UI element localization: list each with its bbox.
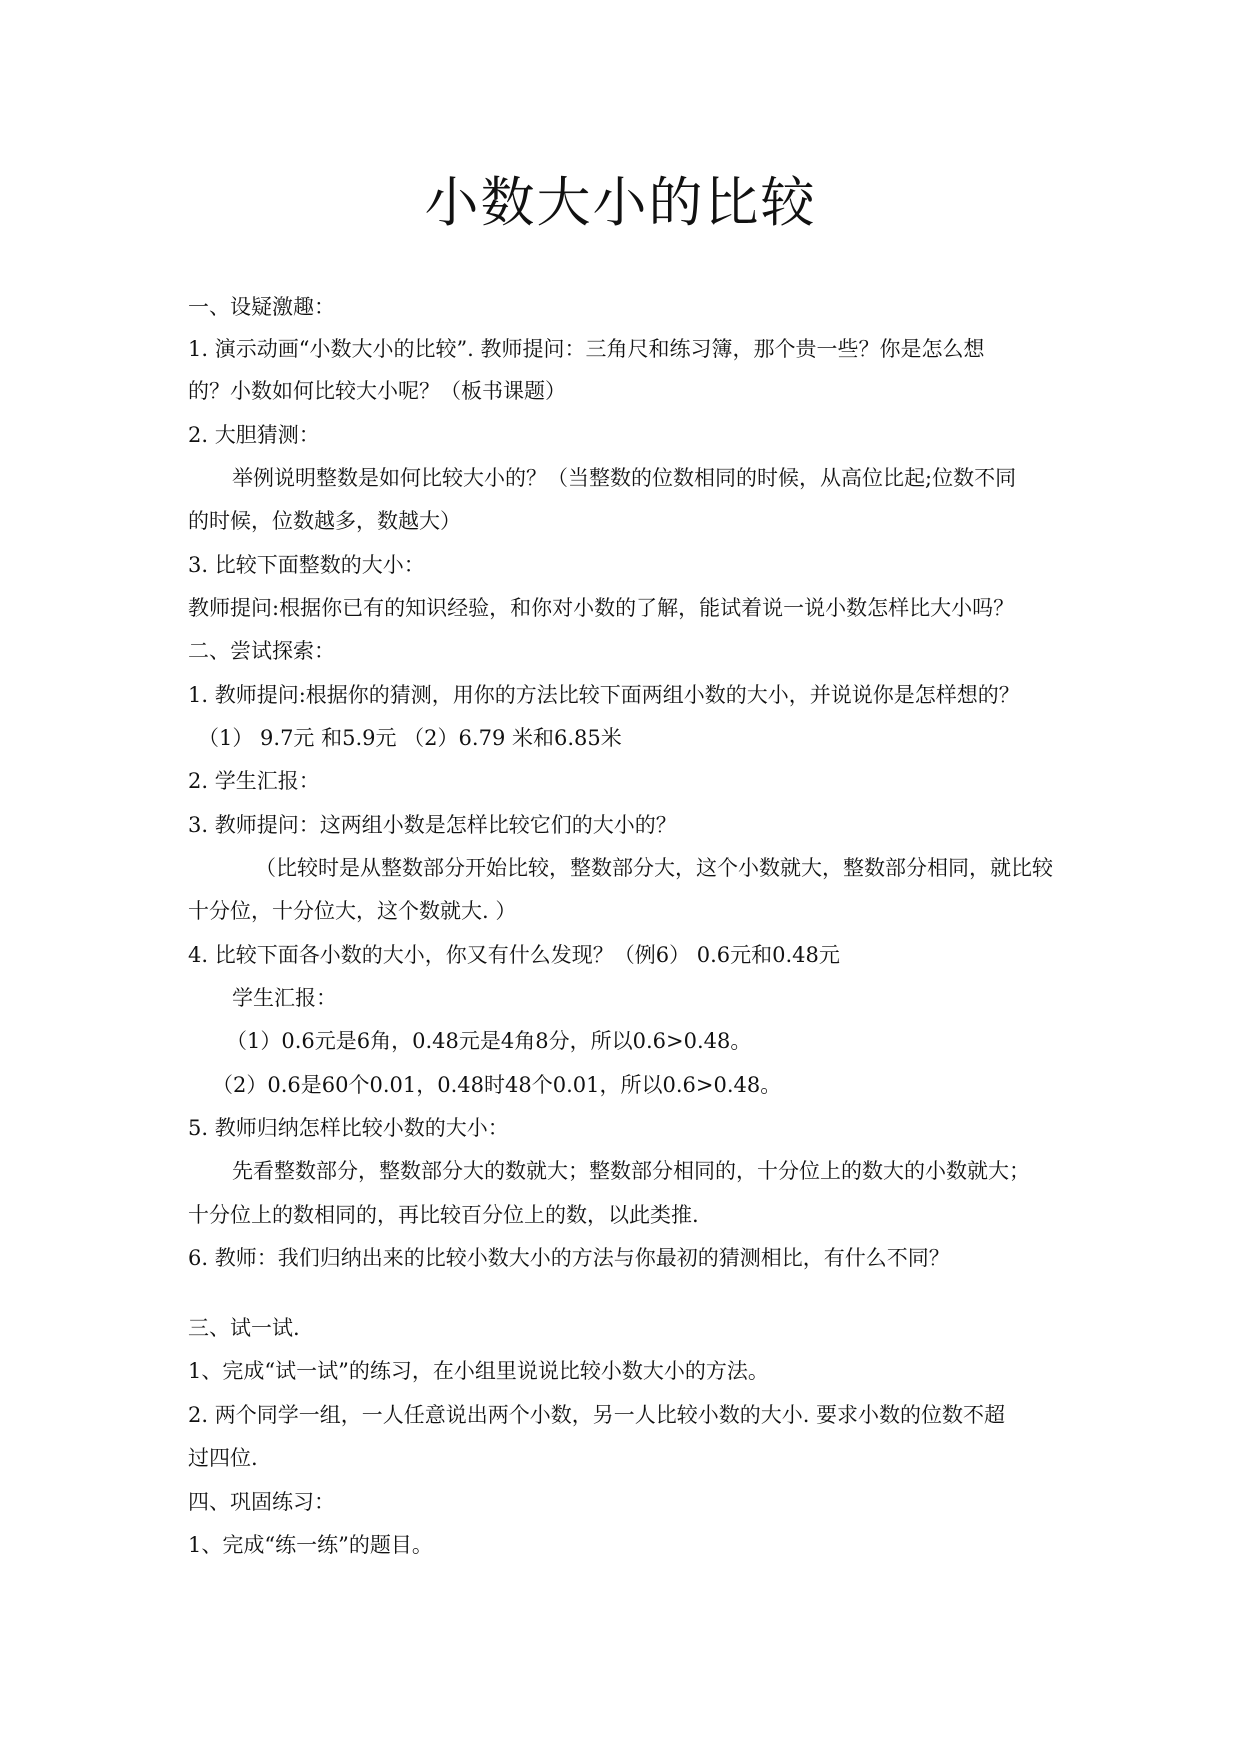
paragraph-line: 5. 教师归纳怎样比较小数的大小： — [188, 1116, 509, 1140]
paragraph-line: 3. 比较下面整数的大小： — [188, 553, 425, 577]
paragraph-line: （1） 9.7元 和5.9元 （2）6.79 米和6.85米 — [198, 726, 622, 750]
paragraph-line: 4. 比较下面各小数的大小，你又有什么发现？（例6） 0.6元和0.48元 — [188, 943, 840, 967]
paragraph-line: 学生汇报： — [232, 986, 337, 1010]
paragraph-line: 过四位. — [188, 1446, 258, 1470]
paragraph-line: 1、完成“练一练”的题目。 — [188, 1533, 433, 1557]
paragraph-line: 的？小数如何比较大小呢？（板书课题） — [188, 379, 566, 403]
paragraph-line: 十分位上的数相同的，再比较百分位上的数，以此类推. — [188, 1203, 699, 1227]
paragraph-line: （2）0.6是60个0.01，0.48时48个0.01，所以0.6>0.48。 — [212, 1073, 782, 1097]
paragraph-line: （1）0.6元是6角，0.48元是4角8分，所以0.6>0.48。 — [226, 1029, 752, 1053]
paragraph-line: 1、完成“试一试”的练习，在小组里说说比较小数大小的方法。 — [188, 1359, 769, 1383]
paragraph-line: 2. 学生汇报： — [188, 769, 320, 793]
paragraph-line: 教师提问:根据你已有的知识经验，和你对小数的了解，能试着说一说小数怎样比大小吗？ — [188, 596, 1015, 620]
section-heading-4: 四、巩固练习： — [188, 1490, 335, 1514]
paragraph-line: 先看整数部分，整数部分大的数就大；整数部分相同的，十分位上的数大的小数就大； — [232, 1159, 1030, 1183]
paragraph-line: 1. 教师提问:根据你的猜测，用你的方法比较下面两组小数的大小，并说说你是怎样想的？ — [188, 683, 1020, 707]
paragraph-line: 6. 教师：我们归纳出来的比较小数大小的方法与你最初的猜测相比，有什么不同？ — [188, 1246, 950, 1270]
paragraph-line: 3. 教师提问：这两组小数是怎样比较它们的大小的？ — [188, 813, 677, 837]
section-heading-2: 二、尝试探索： — [188, 639, 335, 663]
paragraph-line: 2. 大胆猜测： — [188, 423, 320, 447]
section-heading-1: 一、设疑激趣： — [188, 295, 335, 319]
section-heading-3: 三、试一试. — [188, 1316, 300, 1340]
page-title: 小数大小的比较 — [424, 171, 817, 234]
paragraph-line: 2. 两个同学一组，一人任意说出两个小数，另一人比较小数的大小. 要求小数的位数不超 — [188, 1403, 1006, 1427]
paragraph-line: （比较时是从整数部分开始比较，整数部分大，这个小数就大，整数部分相同，就比较 — [255, 856, 1053, 880]
paragraph-line: 的时候，位数越多，数越大） — [188, 509, 461, 533]
paragraph-line: 举例说明整数是如何比较大小的？（当整数的位数相同的时候，从高位比起;位数不同 — [232, 466, 1017, 490]
paragraph-line: 十分位，十分位大，这个数就大. ） — [188, 899, 517, 923]
paragraph-line: 1. 演示动画“小数大小的比较”. 教师提问：三角尺和练习簿，那个贵一些？你是怎么想 — [188, 337, 985, 361]
